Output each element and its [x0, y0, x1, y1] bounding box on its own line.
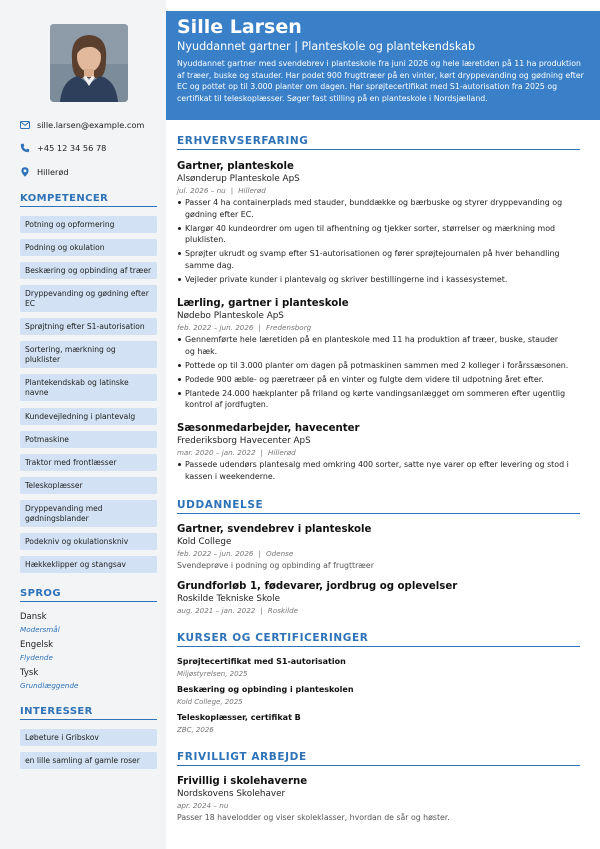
education-title: Grundforløb 1, fødevarer, jordbrug og oplevelser	[177, 581, 458, 592]
job-place: Hillerød	[238, 186, 266, 195]
job-title: Lærling, gartner i planteskole	[177, 298, 349, 309]
experience-heading: ERHVERVSERFARING	[177, 135, 580, 150]
job-meta: mar. 2020 – jan. 2022 | Hillerød	[177, 448, 296, 457]
education-meta: feb. 2022 – jun. 2026 | Odense	[177, 549, 294, 558]
course-meta: Kold College, 2025	[177, 698, 243, 706]
language-name: Dansk	[20, 612, 47, 622]
bullet-item: Passer 4 ha containerplads med stauder, bunddække og bærbuske og styrer dryppevanding og gødning efter EC.	[177, 197, 569, 220]
skill-chip: Dryppevanding med gødningsblander	[20, 500, 157, 527]
job-employer: Nødebo Planteskole ApS	[177, 311, 284, 321]
email-text: sille.larsen@example.com	[37, 120, 145, 130]
education-meta: aug. 2021 – jan. 2022 | Roskilde	[177, 606, 299, 615]
contact-phone[interactable]	[20, 143, 160, 153]
course-title: Teleskoplæsser, certifikat B	[177, 713, 301, 722]
phone-text: +45 12 34 56 78	[37, 143, 107, 153]
job-employer: Alsønderup Planteskole ApS	[177, 174, 300, 184]
education-place: Roskilde	[267, 606, 299, 615]
language-level: Flydende	[20, 653, 53, 662]
profile-photo	[50, 24, 128, 102]
volunteer-desc: Passer 18 havelodder og viser skoleklasser, hvordan de sår og høster.	[177, 813, 450, 822]
summary-text: Nyuddannet gartner med svendebrev i planteskole fra juni 2026 og hele læretiden på 11 ha produktion af træer, buske og stauder. Har podet 900 frugttræer på en vinter, kørt dryppevanding og gødning efter EC og pottet op til 3.000 planter om dagen. Har sprøjtecertifikat med S1-autorisation fra 2025 og certifikat til teleskoplæsser. Søger fast stilling på en planteskole i Nordsjælland.	[177, 59, 584, 103]
job-place: Hillerød	[267, 448, 296, 457]
bullet-item: Pottede op til 3.000 planter om dagen på potmaskinen sammen med 2 kolleger i forårssæsonen.	[177, 360, 569, 372]
contact-email[interactable]	[20, 120, 160, 130]
education-desc: Svendeprøve i podning og opbinding af frugttræer	[177, 561, 374, 570]
bullet-item: Passede udendørs plantesalg med omkring 400 sorter, satte nye varer op efter levering og stod i kassen i weekenderne.	[177, 459, 569, 482]
language-name: Engelsk	[20, 640, 54, 650]
education-title: Gartner, svendebrev i planteskole	[177, 524, 372, 535]
course-title: Sprøjtecertifikat med S1-autorisation	[177, 657, 346, 666]
skill-chip: Podekniv og okulationskniv	[20, 533, 157, 550]
language-level: Grundlæggende	[20, 681, 79, 690]
interests-heading: INTERESSER	[20, 706, 157, 720]
skills-heading: KOMPETENCER	[20, 193, 157, 207]
job-meta: feb. 2022 – jun. 2026 | Fredensborg	[177, 323, 312, 332]
job-title: Sæsonmedarbejder, havecenter	[177, 423, 360, 434]
job-meta: jul. 2026 – nu | Hillerød	[177, 186, 266, 195]
skill-chip: Teleskoplæsser	[20, 477, 157, 494]
job-bullets	[177, 197, 569, 288]
education-place: Odense	[265, 549, 294, 558]
bullet-item: Klargør 40 kundeordrer om ugen til afhentning og tjekker sorter, størrelser og mærkning mod pluklisten.	[177, 223, 569, 246]
sidebar	[0, 0, 166, 849]
courses-heading: KURSER OG CERTIFICERINGER	[177, 632, 580, 647]
course-meta: Miljøstyrelsen, 2025	[177, 670, 248, 678]
headline: Nyuddannet gartner | Planteskole og plantekendskab	[177, 40, 476, 53]
contact-location	[20, 167, 160, 177]
envelope-icon	[20, 120, 30, 130]
skill-chip: Potning og opformering	[20, 216, 157, 233]
education-school: Kold College	[177, 537, 232, 547]
job-bullets	[177, 459, 569, 485]
phone-icon	[20, 143, 30, 153]
job-employer: Frederiksborg Havecenter ApS	[177, 436, 311, 446]
volunteer-org: Nordskovens Skolehaver	[177, 789, 286, 799]
skill-chip: Traktor med frontlæsser	[20, 454, 157, 471]
skill-chip: Sortering, mærkning og pluklister	[20, 341, 157, 368]
skill-chip: Potmaskine	[20, 431, 157, 448]
portrait-image	[50, 24, 128, 102]
bullet-item: Plantede 24.000 hækplanter på friland og kørte vandingsanlægget om sommeren efter ugentlig kontrol af jordfugten.	[177, 388, 569, 411]
skill-chip: Dryppevanding og gødning efter EC	[20, 285, 157, 312]
job-place: Fredensborg	[265, 323, 312, 332]
volunteer-heading: FRIVILLIGT ARBEJDE	[177, 751, 580, 766]
interest-chip: Løbeture i Gribskov	[20, 729, 157, 746]
education-dates: aug. 2021 – jan. 2022	[177, 606, 256, 615]
skill-chip: Kundevejledning i plantevalg	[20, 408, 157, 425]
profile-header	[166, 11, 600, 120]
language-name: Tysk	[20, 668, 39, 678]
languages-heading: SPROG	[20, 588, 157, 602]
job-dates: mar. 2020 – jan. 2022	[177, 448, 256, 457]
location-text: Hillerød	[37, 167, 69, 177]
language-level: Modersmål	[20, 625, 60, 634]
job-bullets	[177, 334, 569, 413]
volunteer-title: Frivillig i skolehaverne	[177, 776, 308, 787]
volunteer-dates: apr. 2024 – nu	[177, 801, 229, 810]
education-heading: UDDANNELSE	[177, 499, 580, 514]
skill-chip: Podning og okulation	[20, 239, 157, 256]
interest-chip: en lille samling af gamle roser	[20, 752, 157, 769]
bullet-item: Sprøjter ukrudt og svamp efter S1-autorisationen og fører sprøjtejournalen på hver behandling samme dag.	[177, 248, 569, 271]
course-title: Beskæring og opbinding i planteskolen	[177, 685, 354, 694]
skill-chip: Hækkeklipper og stangsav	[20, 556, 157, 573]
education-dates: feb. 2022 – jun. 2026	[177, 549, 254, 558]
bullet-item: Gennemførte hele læretiden på en planteskole med 11 ha produktion af træer, buske, stauder og hæk.	[177, 334, 569, 357]
education-school: Roskilde Tekniske Skole	[177, 594, 281, 604]
bullet-item: Vejleder private kunder i plantevalg og skriver bestillingerne ind i kassesystemet.	[177, 274, 569, 286]
map-pin-icon	[20, 167, 30, 177]
full-name: Sille Larsen	[177, 16, 302, 38]
skill-chip: Beskæring og opbinding af træer	[20, 262, 157, 279]
course-meta: ZBC, 2026	[177, 726, 214, 734]
job-dates: feb. 2022 – jun. 2026	[177, 323, 254, 332]
bullet-item: Podede 900 æble- og pæretræer på en vinter og fulgte dem videre til udpotning året efter.	[177, 374, 569, 386]
skill-chip: Plantekendskab og latinske navne	[20, 374, 157, 401]
job-dates: jul. 2026 – nu	[177, 186, 226, 195]
skill-chip: Sprøjtning efter S1-autorisation	[20, 318, 157, 335]
job-title: Gartner, planteskole	[177, 161, 294, 172]
